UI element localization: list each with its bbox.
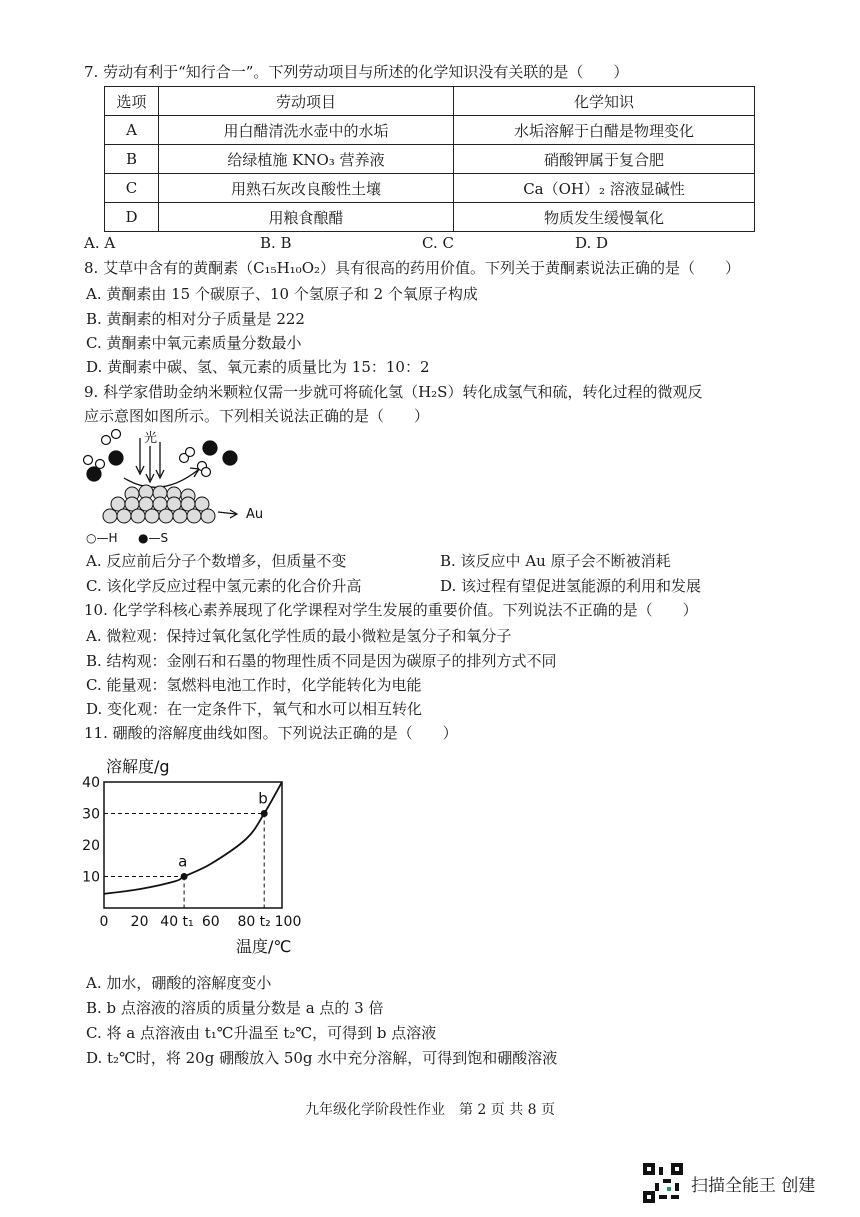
q8-option-a: A. 黄酮素由 15 个碳原子、10 个氢原子和 2 个氧原子构成 xyxy=(86,285,478,303)
point-label: a xyxy=(178,852,188,871)
q10-option-b: B. 结构观：金刚石和石墨的物理性质不同是因为碳原子的排列方式不同 xyxy=(86,652,557,670)
q7-option-a: A. A xyxy=(84,234,116,252)
x-tick-label: 80 xyxy=(237,914,256,930)
q7-option-c: C. C xyxy=(422,234,454,252)
q8-stem: 8. 艾草中含有的黄酮素（C₁₅H₁₀O₂）具有很高的药用价值。下列关于黄酮素说法正确的是（ ） xyxy=(84,259,741,277)
table-cell: 水垢溶解于白醋是物理变化 xyxy=(454,116,755,145)
legend-s: ●—S xyxy=(138,531,169,545)
table-cell: 用熟石灰改良酸性土壤 xyxy=(159,174,454,203)
table-cell: A xyxy=(105,116,159,145)
table-header: 劳动项目 xyxy=(159,87,454,116)
light-label: 光 xyxy=(144,431,158,446)
curved-arrow xyxy=(124,470,198,487)
legend-h: ○—H xyxy=(86,531,118,545)
x-tick-label: 60 xyxy=(201,914,220,930)
table-cell: Ca（OH）₂ 溶液显碱性 xyxy=(454,174,755,203)
table-row xyxy=(105,116,755,145)
q7-stem: 7. 劳动有利于“知行合一”。下列劳动项目与所述的化学知识没有关联的是（ ） xyxy=(84,63,629,81)
q7-option-d: D. D xyxy=(575,234,609,252)
q11-stem: 11. 硼酸的溶解度曲线如图。下列说法正确的是（ ） xyxy=(84,724,458,742)
table-cell: 给绿植施 KNO₃ 营养液 xyxy=(159,145,454,174)
y-tick-label: 10 xyxy=(82,869,100,886)
q9-stem-line1: 9. 科学家借助金纳米颗粒仅需一步就可将硫化氢（H₂S）转化成氢气和硫，转化过程的微观反 xyxy=(84,383,703,401)
data-point xyxy=(181,873,188,880)
au-label: Au xyxy=(246,507,264,522)
x-tick-label: 20 xyxy=(130,914,149,930)
h2s-molecules xyxy=(84,430,124,482)
solubility-chart xyxy=(80,756,320,966)
table-cell: 用白醋清洗水壶中的水垢 xyxy=(159,116,454,145)
table-cell: 硝酸钾属于复合肥 xyxy=(454,145,755,174)
x-tick-label: 0 xyxy=(99,914,109,930)
point-label: b xyxy=(258,789,268,808)
products xyxy=(180,441,238,477)
q9-option-a: A. 反应前后分子个数增多，但质量不变 xyxy=(86,552,347,570)
table-cell: B xyxy=(105,145,159,174)
q10-stem: 10. 化学学科核心素养展现了化学课程对学生发展的重要价值。下列说法不正确的是（ ） xyxy=(84,601,698,619)
table-cell: 物质发生缓慢氧化 xyxy=(454,203,755,232)
chart-xlabel: 温度/℃ xyxy=(236,937,292,956)
q10-option-d: D. 变化观：在一定条件下，氧气和水可以相互转化 xyxy=(86,700,423,718)
data-point xyxy=(261,810,268,817)
q8-option-b: B. 黄酮素的相对分子质量是 222 xyxy=(86,310,305,328)
q9-option-b: B. 该反应中 Au 原子会不断被消耗 xyxy=(440,552,671,570)
table-header: 化学知识 xyxy=(454,87,755,116)
q9-option-c: C. 该化学反应过程中氢元素的化合价升高 xyxy=(86,577,362,595)
table-header: 选项 xyxy=(105,87,159,116)
y-tick-label: 30 xyxy=(82,806,100,823)
q10-option-a: A. 微粒观：保持过氧化氢化学性质的最小微粒是氢分子和氧分子 xyxy=(86,627,512,645)
table-header-row xyxy=(105,87,755,116)
table-cell: C xyxy=(105,174,159,203)
x-tick-label: t₁ xyxy=(182,914,194,930)
q9-stem-line2: 应示意图如图所示。下列相关说法正确的是（ ） xyxy=(84,407,430,425)
q11-option-a: A. 加水，硼酸的溶解度变小 xyxy=(86,974,272,992)
table-row xyxy=(105,145,755,174)
q9-option-d: D. 该过程有望促进氢能源的利用和发展 xyxy=(440,577,702,595)
q7-option-b: B. B xyxy=(260,234,292,252)
x-tick-label: 40 xyxy=(160,914,179,930)
q11-option-d: D. t₂℃时，将 20g 硼酸放入 50g 水中充分溶解，可得到饱和硼酸溶液 xyxy=(86,1049,558,1067)
chart-axes-box xyxy=(104,782,282,908)
chart-frame xyxy=(104,782,282,908)
x-tick-label: 100 xyxy=(274,914,302,930)
y-tick-label: 20 xyxy=(82,838,100,854)
qr-code-icon xyxy=(643,1163,683,1203)
page-footer: 九年级化学阶段性作业 第 2 页 共 8 页 xyxy=(304,1102,556,1118)
chart-ticks xyxy=(82,775,301,930)
y-tick-label: 40 xyxy=(82,775,100,791)
table-row xyxy=(105,174,755,203)
q11-option-c: C. 将 a 点溶液由 t₁℃升温至 t₂℃，可得到 b 点溶液 xyxy=(86,1024,437,1042)
chart-ylabel: 溶解度/g xyxy=(106,757,170,776)
table-cell: D xyxy=(105,203,159,232)
q9-reaction-diagram xyxy=(80,428,280,548)
watermark-text: 扫描全能王 创建 xyxy=(691,1175,816,1196)
q11-option-b: B. b 点溶液的溶质的质量分数是 a 点的 3 倍 xyxy=(86,999,384,1017)
q7-table xyxy=(104,86,755,232)
solubility-curve xyxy=(104,782,282,894)
q10-option-c: C. 能量观：氢燃料电池工作时，化学能转化为电能 xyxy=(86,676,422,694)
x-tick-label: t₂ xyxy=(259,914,271,930)
q8-option-c: C. 黄酮素中氧元素质量分数最小 xyxy=(86,334,302,352)
gold-surface xyxy=(103,485,215,523)
q7-options xyxy=(84,234,764,252)
table-row xyxy=(105,203,755,232)
q8-option-d: D. 黄酮素中碳、氢、氧元素的质量比为 15：10：2 xyxy=(86,358,430,376)
table-cell: 用粮食酿醋 xyxy=(159,203,454,232)
scanner-watermark xyxy=(643,1163,815,1203)
